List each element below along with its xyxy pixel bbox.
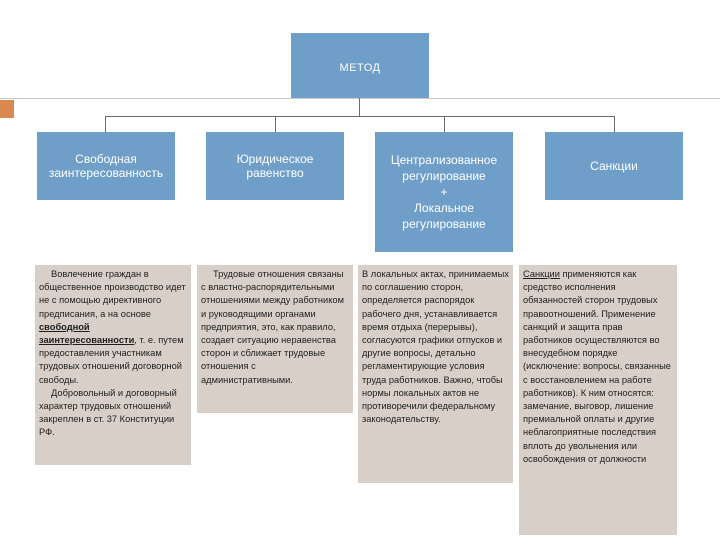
category-box-free-interest	[37, 132, 175, 200]
connector-root-down	[359, 98, 360, 117]
category-title-line: Централизованное	[390, 153, 498, 167]
header-divider	[0, 98, 720, 99]
category-box-legal-equality	[206, 132, 344, 200]
category-box-regulation	[375, 132, 513, 252]
description-free-interest	[35, 265, 191, 465]
description-emphasis: свободной заинтересованности	[39, 321, 135, 346]
description-text: применяются как средство исполнения обязанностей сторон трудовых правоотношений. Применение санкций и защита прав работников осуществляются во внесудебном порядке (исключение: вопросы, связанные с восстановлением на работе работников). К ним относятся: замечание, выговор, лишение премиальной оплаты и другие неблагоприятные последствия вплоть до увольнения или освобождения от должности	[523, 269, 671, 464]
description-sanctions	[519, 265, 677, 535]
connector-col3	[444, 116, 445, 132]
category-title-line: +	[440, 185, 448, 199]
accent-marker	[0, 100, 14, 118]
connector-col2	[275, 116, 276, 132]
category-title-line: Санкции	[590, 159, 638, 173]
method-root-box	[291, 33, 429, 98]
description-text: , т. е. путем предоставления участникам трудовых отношений договорной свободы.	[39, 335, 184, 385]
description-paragraph	[39, 268, 188, 387]
description-paragraph: Трудовые отношения связаны с властно-распорядительными отношениями между работником и руководящими органами предприятия, это, как правило, создает ситуацию неравенства сторон и сближает трудовые отношения с административными.	[201, 269, 344, 385]
category-title-line: Локальное	[414, 201, 474, 215]
connector-col4	[614, 116, 615, 132]
description-emphasis: Санкции	[523, 269, 560, 279]
description-paragraph	[523, 268, 674, 466]
category-title-line: заинтересованность	[48, 166, 164, 180]
category-title-line: Свободная	[75, 152, 137, 166]
description-paragraph: В локальных актах, принимаемых по соглашению сторон, определяется распорядок рабочего дня, устанавливается время отдыха (перерывы), согласуются графики отпусков и другие вопросы, детально регламентирующие условия труда работников. Важно, чтобы нормы локальных актов не противоречили федеральному законодательству.	[362, 269, 509, 425]
category-title-line: равенство	[246, 166, 304, 180]
description-legal-equality	[197, 265, 353, 413]
description-paragraph: Добровольный и договорный характер трудовых отношений закреплен в ст. 37 Конституции РФ.	[39, 387, 177, 438]
description-regulation	[358, 265, 513, 483]
connector-col1	[105, 116, 106, 132]
description-text: Вовлечение граждан в общественное производство идет не с помощью директивного предписания, а на основе	[39, 269, 186, 319]
category-title-line: регулирование	[402, 217, 486, 231]
category-box-sanctions	[545, 132, 683, 200]
method-root-label: МЕТОД	[339, 62, 381, 74]
connector-horizontal	[105, 116, 615, 117]
category-title-line: регулирование	[402, 169, 486, 183]
category-title-line: Юридическое	[236, 152, 314, 166]
